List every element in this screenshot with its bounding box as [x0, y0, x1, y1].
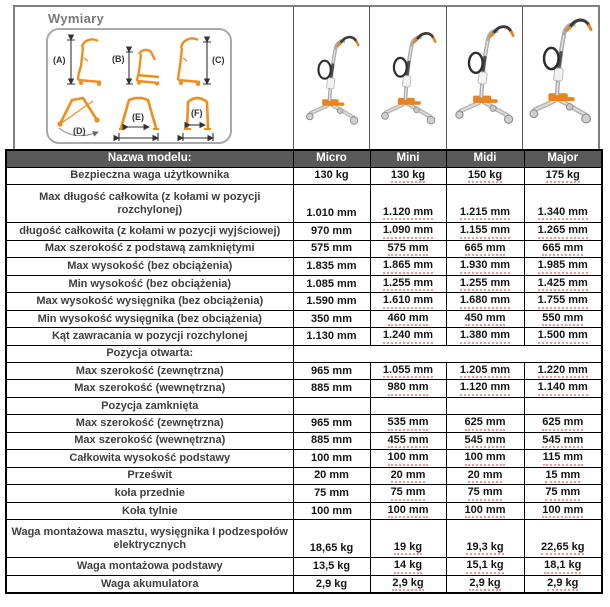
table-row [6, 258, 602, 276]
value-text: 550 mm [542, 313, 583, 327]
value-text: 1.930 mm [460, 260, 510, 274]
row-label: Pozycja zamknięta [6, 398, 293, 415]
dimension-diagram-c-icon [169, 32, 227, 92]
svg-text:(D): (D) [72, 126, 86, 136]
value-cell [293, 275, 370, 293]
product-image-cell-major [522, 7, 598, 149]
row-label: Min wysokość (bez obciążenia) [6, 275, 293, 293]
value-cell [446, 450, 524, 468]
value-text: 175 kg [546, 170, 580, 184]
value-text: 1.205 mm [460, 365, 510, 379]
table-row [6, 275, 602, 293]
value-cell [524, 185, 602, 223]
model-header-mini: Mini [370, 150, 446, 167]
row-label: Max szerokość (zewnętrzna) [6, 415, 293, 433]
row-label: koła przednie [6, 485, 293, 503]
dimensions-panel [15, 7, 293, 149]
product-image-cell-micro [293, 7, 369, 149]
value-text: 1.130 mm [306, 330, 357, 343]
value-cell [524, 223, 602, 241]
value-cell [446, 167, 524, 185]
value-text: 115 mm [543, 452, 583, 466]
value-text: 19 kg [394, 542, 422, 556]
top-section [13, 5, 600, 149]
value-text: 885 mm [311, 382, 352, 395]
value-cell [370, 380, 446, 398]
value-cell [446, 328, 524, 346]
value-cell [293, 310, 370, 328]
value-text: 575 mm [311, 242, 352, 255]
merged-empty-cell [293, 345, 602, 362]
value-text: 460 mm [388, 313, 429, 327]
value-cell [446, 185, 524, 223]
row-label: Max szerokość z podstawą zamkniętymi [6, 240, 293, 258]
value-cell [446, 293, 524, 311]
value-cell [370, 328, 446, 346]
value-cell [524, 293, 602, 311]
value-text: 75 mm [468, 487, 503, 501]
dimension-diagram-d-icon [53, 94, 107, 142]
value-text: 100 mm [465, 452, 506, 466]
value-cell [293, 380, 370, 398]
value-text: 1.680 mm [460, 295, 510, 309]
value-text: 665 mm [465, 243, 506, 257]
value-text: 2,9 kg [469, 578, 500, 592]
value-cell [524, 275, 602, 293]
value-text: 575 mm [388, 243, 429, 257]
svg-text:(C): (C) [212, 55, 225, 65]
value-cell [293, 223, 370, 241]
value-cell [524, 167, 602, 185]
table-row [6, 362, 602, 380]
product-image-mini [377, 28, 439, 132]
value-text: 545 mm [465, 435, 506, 449]
value-cell [370, 185, 446, 223]
value-cell [370, 450, 446, 468]
spec-table [5, 149, 603, 594]
svg-text:(B): (B) [111, 54, 125, 64]
table-row [6, 558, 602, 576]
value-text: 20 mm [468, 470, 503, 484]
value-text: 20 mm [314, 469, 349, 482]
dimension-diagram-e-icon [111, 94, 167, 142]
value-text: 625 mm [465, 417, 506, 431]
value-text: 1.085 mm [306, 277, 357, 290]
value-text: 15,1 kg [466, 560, 503, 574]
table-row [6, 520, 602, 558]
table-row [6, 223, 602, 241]
value-text: 1.255 mm [460, 278, 510, 292]
value-cell [446, 415, 524, 433]
value-text: 1.010 mm [306, 207, 357, 220]
value-cell [293, 328, 370, 346]
row-label: Max wysokość wysięgnika (bez obciążenia) [6, 293, 293, 311]
value-text: 18,1 kg [544, 560, 581, 574]
value-text: 1.340 mm [538, 207, 588, 221]
table-row [6, 467, 602, 485]
table-header-row [6, 150, 602, 167]
value-cell [370, 502, 446, 520]
value-cell [293, 362, 370, 380]
value-cell [446, 558, 524, 576]
empty-cell [370, 398, 446, 415]
table-row [6, 240, 602, 258]
table-row [6, 575, 602, 593]
value-text: 1.215 mm [460, 207, 510, 221]
value-text: 14 kg [394, 560, 422, 574]
dimension-diagram-b-icon [111, 32, 167, 92]
value-text: 100 mm [542, 505, 583, 519]
value-cell [524, 258, 602, 276]
value-cell [524, 432, 602, 450]
value-text: 100 mm [465, 505, 506, 519]
value-text: 1.140 mm [538, 382, 588, 396]
value-cell [524, 240, 602, 258]
value-text: 75 mm [391, 487, 426, 501]
value-cell [370, 485, 446, 503]
value-text: 535 mm [388, 417, 429, 431]
value-text: 2,9 kg [315, 577, 348, 590]
value-cell [446, 485, 524, 503]
value-cell [524, 520, 602, 558]
row-label: Waga montażowa masztu, wysięgnika I podzespołów elektrycznych [6, 520, 293, 558]
value-cell [293, 502, 370, 520]
row-label: Max szerokość (wewnętrzna) [6, 380, 293, 398]
value-text: 22,65 kg [541, 542, 584, 556]
table-row [6, 502, 602, 520]
value-cell [370, 415, 446, 433]
table-row [6, 167, 602, 185]
value-cell [524, 310, 602, 328]
value-text: 19,3 kg [466, 542, 503, 556]
value-cell [370, 558, 446, 576]
table-row [6, 185, 602, 223]
svg-text:(F): (F) [191, 108, 203, 118]
product-image-micro [302, 32, 362, 132]
value-text: 1.380 mm [460, 330, 510, 344]
value-text: 1.425 mm [538, 278, 588, 292]
value-text: 1.985 mm [538, 260, 588, 274]
section-row [6, 345, 602, 362]
value-cell [446, 432, 524, 450]
value-text: 1.265 mm [538, 225, 588, 239]
value-text: 100 mm [388, 452, 429, 466]
table-row [6, 450, 602, 468]
value-cell [293, 485, 370, 503]
value-cell [446, 520, 524, 558]
value-cell [370, 467, 446, 485]
value-text: 1.055 mm [383, 365, 433, 379]
value-text: 1.155 mm [460, 225, 510, 239]
row-label: Waga montażowa podstawy [6, 558, 293, 576]
empty-cell [446, 398, 524, 415]
row-label: Bezpieczna waga użytkownika [6, 167, 293, 185]
spec-table-body [6, 167, 602, 593]
value-text: 1.120 mm [383, 207, 433, 221]
value-cell [293, 293, 370, 311]
svg-text:(E): (E) [131, 112, 144, 122]
model-header-midi: Midi [446, 150, 524, 167]
value-text: 75 mm [545, 487, 580, 501]
product-image-midi [451, 21, 517, 132]
table-row [6, 485, 602, 503]
value-cell [370, 362, 446, 380]
dimensions-title: Wymiary [48, 11, 105, 26]
model-name-header: Nazwa modelu: [6, 150, 293, 167]
value-cell [293, 520, 370, 558]
dimension-diagram-a-icon [51, 32, 109, 92]
value-text: 965 mm [311, 416, 352, 429]
value-cell [446, 275, 524, 293]
value-cell [370, 310, 446, 328]
value-cell [446, 223, 524, 241]
value-text: 450 mm [465, 313, 506, 327]
value-cell [446, 575, 524, 593]
product-image-cell-midi [446, 7, 522, 149]
row-label: Max szerokość (zewnętrzna) [6, 362, 293, 380]
row-label: Całkowita wysokość podstawy [6, 450, 293, 468]
value-cell [370, 223, 446, 241]
value-cell [370, 240, 446, 258]
row-label: Max wysokość (bez obciążenia) [6, 258, 293, 276]
product-image-major [525, 14, 595, 132]
value-cell [370, 167, 446, 185]
value-cell [524, 558, 602, 576]
table-row [6, 310, 602, 328]
value-text: 1.865 mm [383, 260, 433, 274]
value-cell [370, 432, 446, 450]
value-text: 100 mm [388, 505, 429, 519]
row-label: Max długość całkowita (z kołami w pozycji rozchylonej) [6, 185, 293, 223]
value-text: 100 mm [311, 451, 352, 464]
product-image-cell-mini [369, 7, 445, 149]
value-text: 2,9 kg [547, 578, 578, 592]
row-label: Kąt zawracania w pozycji rozchylonej [6, 328, 293, 346]
model-header-major: Major [524, 150, 602, 167]
value-text: 1.755 mm [538, 295, 588, 309]
value-cell [293, 575, 370, 593]
value-cell [293, 167, 370, 185]
value-text: 13,5 kg [312, 560, 351, 573]
value-cell [293, 240, 370, 258]
value-text: 980 mm [388, 382, 429, 396]
dimensions-diagram-box [46, 28, 232, 144]
value-text: 75 mm [314, 487, 349, 499]
value-text: 150 kg [468, 170, 502, 184]
value-text: 1.590 mm [306, 295, 357, 308]
value-text: 970 mm [311, 224, 352, 237]
value-cell [524, 450, 602, 468]
value-text: 1.610 mm [383, 295, 433, 309]
value-text: 2,9 kg [392, 578, 423, 592]
value-cell [370, 293, 446, 311]
svg-text:(A): (A) [52, 55, 66, 65]
row-label: Koła tylnie [6, 502, 293, 520]
row-label: długość całkowita (z kołami w pozycji wyjściowej) [6, 223, 293, 241]
value-text: 1.090 mm [383, 225, 433, 239]
value-cell [370, 275, 446, 293]
value-cell [293, 558, 370, 576]
table-row [6, 328, 602, 346]
value-text: 545 mm [542, 435, 583, 449]
value-text: 1.255 mm [383, 278, 433, 292]
row-label: Waga akumulatora [6, 575, 293, 593]
section-row [6, 398, 602, 415]
value-cell [293, 467, 370, 485]
value-cell [524, 467, 602, 485]
value-cell [446, 240, 524, 258]
value-text: 885 mm [311, 434, 352, 447]
value-text: 665 mm [542, 243, 583, 257]
value-text: 965 mm [311, 364, 352, 377]
row-label: Prześwit [6, 467, 293, 485]
value-cell [524, 328, 602, 346]
table-row [6, 432, 602, 450]
value-text: 455 mm [388, 435, 429, 449]
value-text: 1.240 mm [383, 330, 433, 344]
table-row [6, 415, 602, 433]
value-text: 100 mm [311, 504, 352, 517]
value-cell [293, 432, 370, 450]
table-row [6, 380, 602, 398]
value-cell [524, 575, 602, 593]
model-header-micro: Micro [293, 150, 370, 167]
value-text: 130 kg [314, 169, 349, 182]
value-cell [524, 380, 602, 398]
value-cell [446, 380, 524, 398]
table-row [6, 293, 602, 311]
value-text: 1.500 mm [538, 330, 588, 344]
value-cell [370, 258, 446, 276]
value-cell [524, 502, 602, 520]
empty-cell [524, 398, 602, 415]
row-label: Min wysokość wysięgnika (bez obciążenia) [6, 310, 293, 328]
value-cell [293, 258, 370, 276]
row-label: Max szerokość (wewnętrzna) [6, 432, 293, 450]
value-cell [524, 485, 602, 503]
value-text: 18,65 kg [309, 542, 354, 555]
value-text: 130 kg [391, 170, 425, 184]
value-cell [524, 362, 602, 380]
empty-cell [293, 398, 370, 415]
value-cell [446, 362, 524, 380]
value-cell [446, 258, 524, 276]
value-text: 1.120 mm [460, 382, 510, 396]
value-cell [370, 520, 446, 558]
value-text: 350 mm [311, 312, 352, 325]
value-text: 1.835 mm [306, 259, 357, 272]
value-text: 15 mm [545, 470, 580, 484]
value-cell [293, 185, 370, 223]
dimension-diagram-f-icon [175, 94, 221, 142]
value-cell [446, 310, 524, 328]
value-cell [370, 575, 446, 593]
value-cell [524, 415, 602, 433]
value-text: 1.220 mm [538, 365, 588, 379]
value-cell [293, 415, 370, 433]
value-text: 20 mm [391, 470, 426, 484]
value-cell [293, 450, 370, 468]
value-text: 625 mm [542, 417, 583, 431]
row-label: Pozycja otwarta: [6, 345, 293, 362]
value-cell [446, 467, 524, 485]
value-cell [446, 502, 524, 520]
